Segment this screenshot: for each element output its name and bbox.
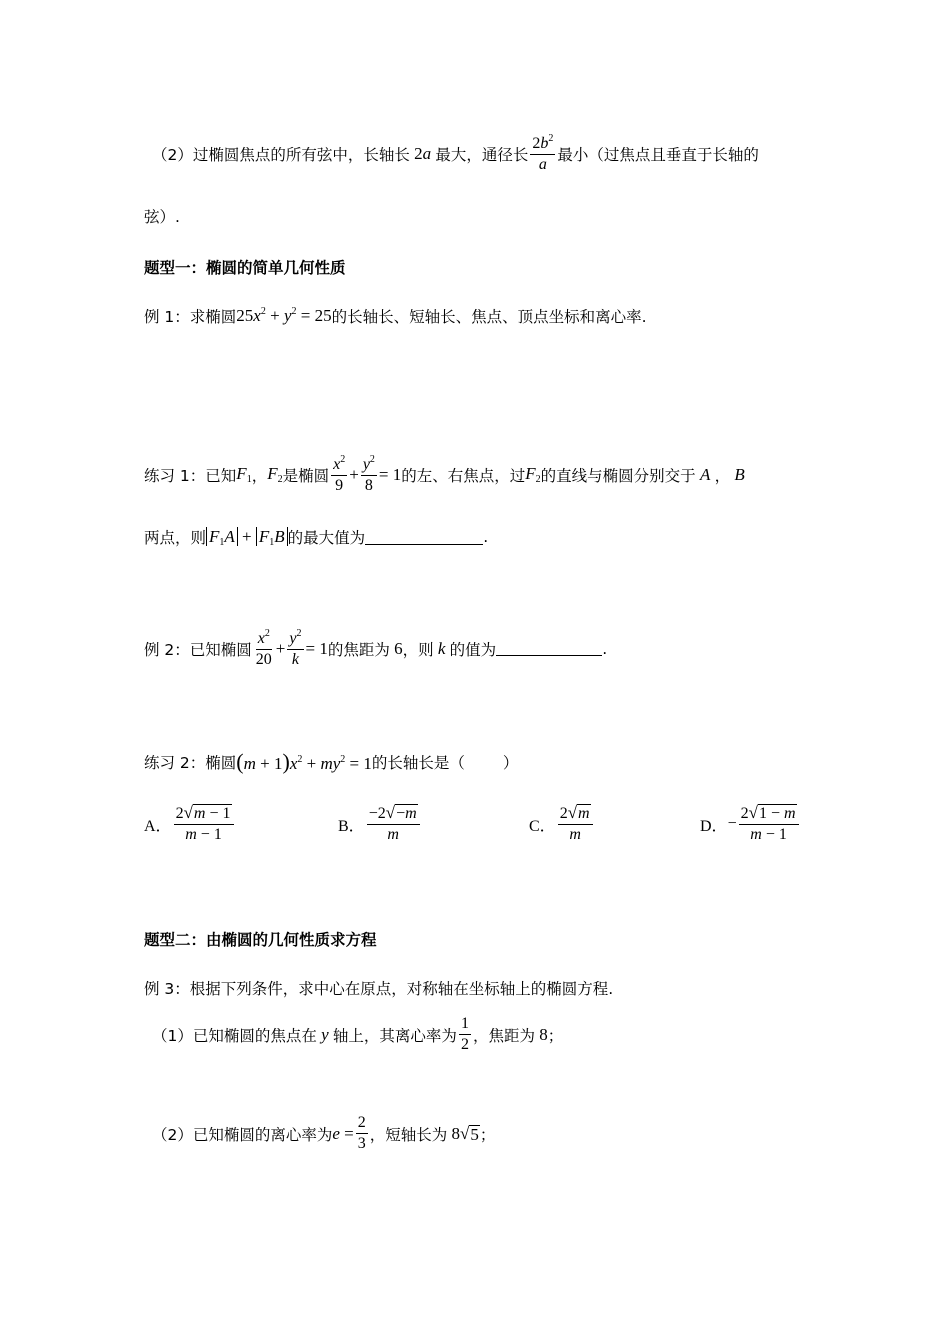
text: 的值为 (449, 640, 497, 659)
math-k: k (433, 638, 450, 658)
math-e-eq: e = (332, 1123, 354, 1143)
text: （2）过椭圆焦点的所有弦中，长轴长 (152, 145, 410, 164)
math-abs-sum: $F_1A + F_1B$ (206, 527, 288, 548)
fraction-option-c: 2 √ m m (558, 804, 593, 845)
text: ， (251, 466, 268, 485)
text: ； (479, 1125, 496, 1144)
text: 练习 2：椭圆 (144, 754, 237, 772)
option-d[interactable]: D． − 2 √ 1 − m m − 1 (700, 804, 801, 845)
practice-1-line2: 两点，则 $F_1A + F_1B$ 的最大值为 . (144, 526, 489, 548)
math-2a: 2a (409, 143, 432, 163)
text: ； (547, 1026, 564, 1045)
example-3-q2 (152, 1114, 495, 1154)
fraction-2b2-over-a: $\frac{2b^2}{a}$ (532, 133, 554, 174)
example-3-q1 (152, 1015, 563, 1055)
text: 是椭圆 (282, 466, 330, 485)
text: 两点，则 (144, 529, 207, 547)
text: 弦）. (144, 208, 180, 226)
math-F1: $F_1$ (236, 464, 252, 486)
text: （2）已知椭圆的离心率为 (152, 1125, 333, 1144)
text: ） (502, 754, 519, 772)
text: 的长轴长、短轴长、焦点、顶点坐标和离心率. (331, 308, 647, 326)
example-2: 例 2：已知椭圆 $\frac{x^2}{20}$ + $\frac{y^2}{k}$ = 1 的焦距为 6 ，则 k 的值为 . (144, 628, 608, 669)
text: ，短轴长为 (369, 1125, 448, 1144)
option-label: A． (144, 817, 172, 835)
text: 练习 1：已知 (144, 466, 237, 485)
text: （1）已知椭圆的焦点在 (152, 1026, 317, 1045)
text: 最大，通径长 (435, 145, 529, 164)
fraction-y2-over-k: $\frac{y^2}{k}$ (289, 628, 302, 669)
text: ， (714, 466, 731, 485)
math-B: B (730, 464, 745, 484)
math-8: 8 (534, 1024, 548, 1044)
fraction-2-over-3: $\frac{2}{3}$ (357, 1114, 366, 1153)
option-label: B． (338, 817, 365, 835)
fraction-1-over-2: $\frac{1}{2}$ (460, 1015, 469, 1054)
text: 的焦距为 (327, 640, 390, 659)
math-eq-pr2: $(m + 1)x^2 + my^2 = 1$ (236, 749, 372, 774)
text: 的最大值为 (287, 529, 366, 547)
example-1 (144, 305, 647, 327)
example-3: 例 3：根据下列条件，求中心在原点，对称轴在坐标轴上的椭圆方程. (144, 980, 614, 998)
option-b[interactable] (338, 804, 422, 845)
text: 的长轴长是（ (371, 754, 465, 772)
math-F2: $F_2$ (525, 464, 541, 486)
practice-2 (144, 749, 518, 775)
practice-1-line1: 练习 1：已知 $F_1$ ， $F_2$ 是椭圆 $\frac{x^2}{9}$ + $\frac{y^2}{8}$ = 1 的左、右焦点，过 $F_2$ 的直线与椭圆分别交于 A ， B (144, 454, 745, 495)
type1-title: 题型一：椭圆的简单几何性质 (144, 259, 346, 277)
math-y: y (316, 1024, 333, 1044)
text: ，则 (402, 640, 434, 659)
fraction-x2-over-9: $\frac{x^2}{9}$ (333, 454, 346, 495)
math-eq1: $25x^2 + y^2 = 25$ (236, 306, 332, 325)
option-label: C． (529, 817, 556, 835)
math-A: A (695, 464, 715, 484)
property-2-cont (144, 205, 180, 227)
answer-blank[interactable] (496, 641, 602, 656)
text: 的左、右焦点，过 (401, 466, 526, 485)
fraction-option-d: 2 √ 1 − m m − 1 (739, 804, 799, 845)
type2-title: 题型二：由椭圆的几何性质求方程 (144, 931, 377, 949)
property-2-line (152, 133, 759, 175)
option-c[interactable] (529, 804, 595, 845)
text: 最小（过焦点且垂直于长轴的 (557, 145, 759, 164)
answer-blank[interactable] (365, 530, 483, 545)
math-8sqrt5: 8 √ 5 (447, 1123, 479, 1144)
text: 的直线与椭圆分别交于 (540, 466, 696, 485)
fraction-y2-over-8: $\frac{y^2}{8}$ (362, 454, 375, 495)
text: 轴上，其离心率为 (332, 1026, 457, 1045)
option-label: D． (700, 817, 728, 835)
fraction-option-b: −2 √ −m m (367, 804, 420, 845)
fraction-x2-over-20: $\frac{x^2}{20}$ (255, 628, 272, 669)
fraction-option-a: 2 √ m − 1 m − 1 (174, 804, 234, 845)
option-a[interactable] (144, 804, 236, 845)
text: 例 2：已知椭圆 (144, 640, 252, 659)
text: ，焦距为 (472, 1026, 535, 1045)
text: 例 1：求椭圆 (144, 308, 237, 326)
math-F2: $F_2$ (267, 464, 283, 486)
math-6: 6 (389, 638, 403, 658)
